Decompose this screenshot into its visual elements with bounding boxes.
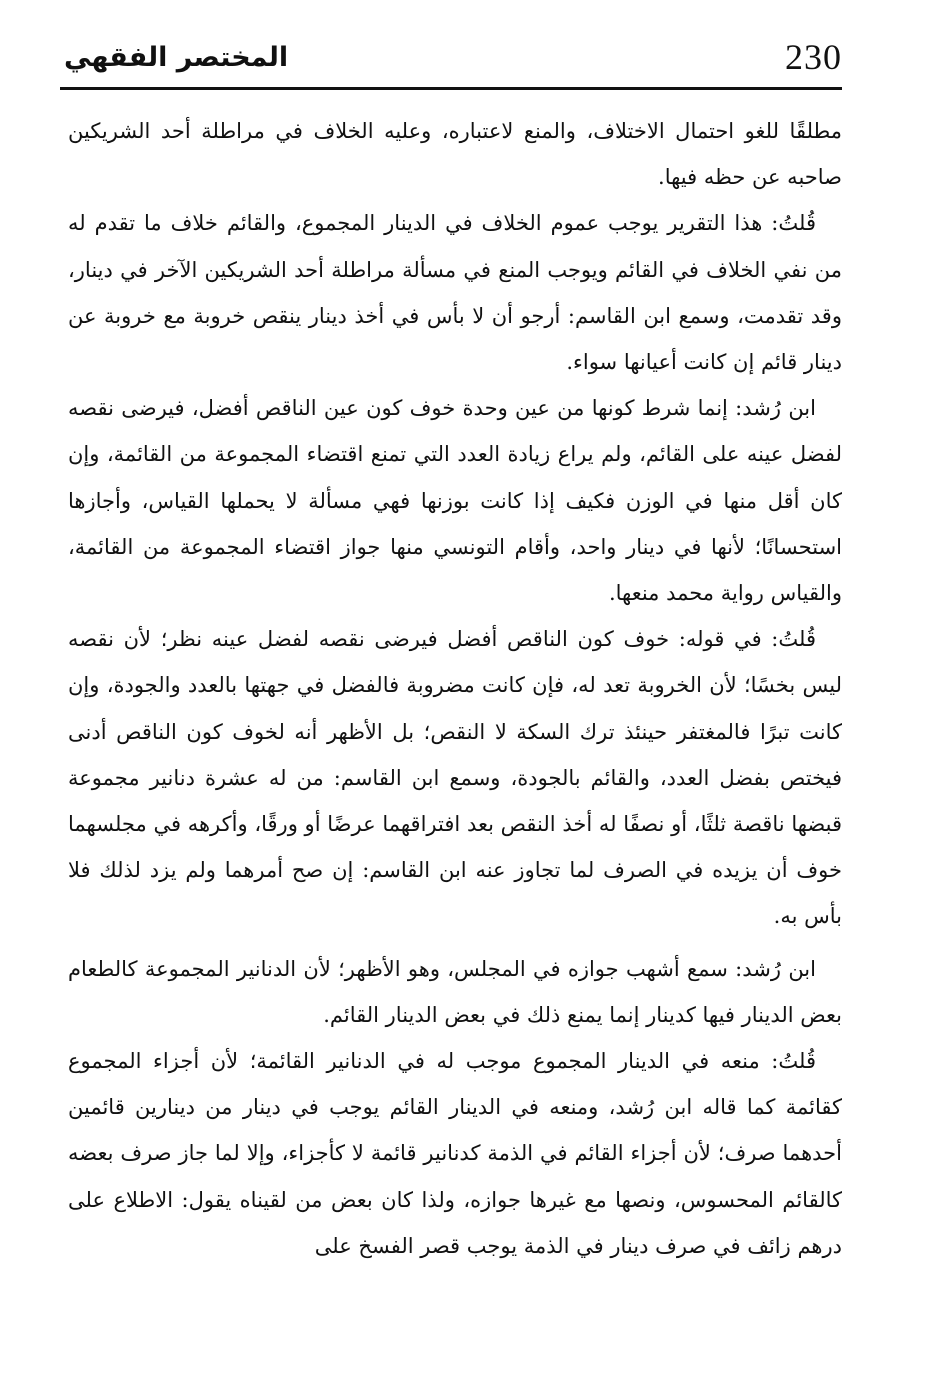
paragraph-continuation: مطلقًا للغو احتمال الاختلاف، والمنع لاعتباره، وعليه الخلاف في مراطلة أحد الشريكين صاحبه عن حظه فيها. [68,119,842,190]
paragraph-qultu-2: قُلتُ: في قوله: خوف كون الناقص أفضل فيرضى نقصه لفضل عينه نظر؛ لأن نقصه ليس بخسًا؛ لأن الخروبة تعد له، فإن كانت مضروبة فالفضل في جهتها بالعدد والجودة، وإن كانت تبرًا فالمغتفر حينئذ ترك السكة لا النقص؛ بل الأظهر أنه لخوف كون الناقص أدنى فيختص بفضل العدد، والقائم بالجودة، وسمع ابن القاسم: من له عشرة دنانير مجموعة قبضها ناقصة ثلثًا، أو نصفًا له أخذ النقص بعد افتراقهما عرضًا أو ورقًا، وأكرهه في مجلسهما خوف أن يزيده في الصرف لما تجاوز عنه ابن القاسم: إن صح أمرهما ولم يزد لذلك فلا بأس به. [68,627,842,929]
page-header [60,28,842,90]
paragraph-ibn-rushd-1: ابن رُشد: إنما شرط كونها من عين وحدة خوف كون عين الناقص أفضل، فيرضى نقصه لفضل عينه على القائم، ولم يراع زيادة العدد التي تمنع اقتضاء المجموعة من القائمة، وإن كان أقل منها في الوزن فكيف إذا كانت بوزنها فهي مسألة لا يحملها القياس، وأجازها استحسانًا؛ لأنها في دينار واحد، وأقام التونسي منها جواز اقتضاء المجموعة من القائمة، والقياس رواية محمد منعها. [68,396,842,606]
page-number: 230 [785,37,842,77]
paragraph-ibn-rushd-2: ابن رُشد: سمع أشهب جوازه في المجلس، وهو الأظهر؛ لأن الدنانير المجموعة كالطعام بعض الدينار فيها كدينار إنما يمنع ذلك في بعض الدينار القائم. [68,956,842,1027]
paragraph-qultu-3: قُلتُ: منعه في الدينار المجموع موجب له في الدنانير القائمة؛ لأن أجزاء المجموع كقائمة كما قاله ابن رُشد، ومنعه في الدينار القائم يوجب في دينار من دينارين قائمين أحدهما صرف؛ لأن أجزاء القائم في الذمة كدنانير قائمة لا كأجزاء، وإلا لما جاز صرف بعضه كالقائم المحسوس، ونصها مع غيرها جوازه، ولذا كان بعض من لقيناه يقول: الاطلاع على درهم زائف في صرف دينار في الذمة يوجب قصر الفسخ على [68,1049,842,1258]
body-text [68,108,842,1269]
paragraph-qultu-1: قُلتُ: هذا التقرير يوجب عموم الخلاف في الدينار المجموع، والقائم خلاف ما تقدم له من نفي الخلاف في القائم ويوجب المنع في مسألة مراطلة أحد الشريكين الآخر في دينار، وقد تقدمت، وسمع ابن القاسم: أرجو أن لا بأس في أخذ دينار ينقص خروبة مع خروبة عن دينار قائم إن كانت أعيانها سواء. [68,211,842,375]
running-title: المختصر الفقهي [64,42,289,73]
header-rule [60,87,842,90]
